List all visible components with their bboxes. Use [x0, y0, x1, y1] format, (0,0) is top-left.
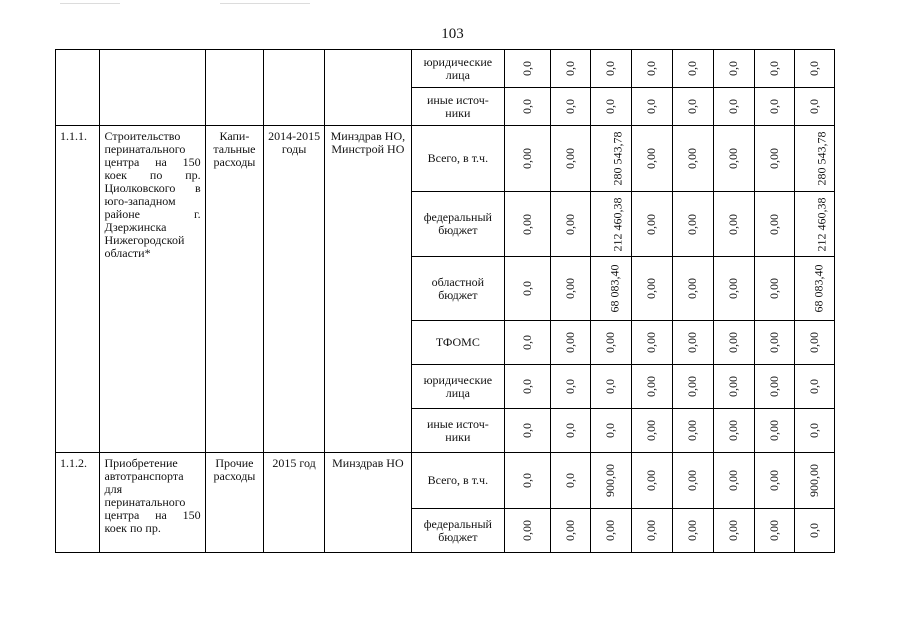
- value-cell: [590, 126, 631, 192]
- value-text: 0,00: [644, 520, 659, 541]
- value-text: 0,00: [726, 420, 741, 441]
- value-text: 0,0: [603, 423, 618, 438]
- value-text: 0,0: [644, 99, 659, 114]
- value-text: 0,00: [563, 148, 578, 169]
- page-number: 103: [441, 26, 464, 42]
- value-text: 0,00: [644, 376, 659, 397]
- item-number: [56, 453, 100, 553]
- value-text: 0,0: [807, 99, 822, 114]
- value-text: 0,00: [766, 213, 781, 235]
- value-text: 0,00: [603, 332, 618, 353]
- value-cell: [794, 453, 834, 509]
- source-cell: [411, 50, 504, 88]
- value-cell: [714, 321, 754, 365]
- value-cell: [590, 192, 631, 257]
- value-text: 0,00: [644, 278, 659, 299]
- value-cell: [504, 453, 551, 509]
- value-text: 0,00: [685, 278, 700, 299]
- item-number-text: 1.1.1.: [60, 129, 87, 143]
- value-cell: [672, 509, 713, 553]
- source-cell: [411, 409, 504, 453]
- value-cell: [590, 409, 631, 453]
- item-executor-text: Минздрав НО: [332, 456, 404, 470]
- item-name: [100, 126, 205, 453]
- value-cell: [632, 453, 672, 509]
- value-cell: [551, 50, 590, 88]
- value-text: 0,00: [766, 420, 781, 441]
- value-cell: [672, 409, 713, 453]
- value-cell: [504, 192, 551, 257]
- value-cell: [714, 50, 754, 88]
- value-cell: [754, 321, 794, 365]
- value-text: 0,0: [520, 281, 535, 296]
- source-cell: [411, 126, 504, 192]
- value-text: 0,00: [766, 332, 781, 353]
- value-text: 0,0: [520, 423, 535, 438]
- value-text: 0,00: [563, 332, 578, 353]
- value-text: 0,00: [563, 278, 578, 299]
- value-cell: [504, 365, 551, 409]
- value-cell: [672, 365, 713, 409]
- value-text: 0,0: [807, 379, 822, 394]
- value-cell: [794, 365, 834, 409]
- value-cell: [754, 50, 794, 88]
- value-cell: [714, 453, 754, 509]
- value-text: 0,0: [520, 335, 535, 350]
- value-text: 0,0: [520, 99, 535, 114]
- value-cell: [551, 453, 590, 509]
- value-cell: [672, 126, 713, 192]
- value-cell: [590, 509, 631, 553]
- value-cell: [714, 192, 754, 257]
- value-cell: [590, 88, 631, 126]
- item-period-text: 2015 год: [272, 456, 316, 470]
- source-label: Всего, в т.ч.: [427, 151, 489, 165]
- table-row: [56, 126, 881, 192]
- item-kind-text: Капи-тальные расходы: [213, 129, 256, 169]
- value-cell: [632, 509, 672, 553]
- source-label: областной бюджет: [431, 274, 485, 302]
- value-cell: [590, 365, 631, 409]
- value-text: 0,0: [603, 61, 618, 76]
- item-executor: [324, 453, 411, 553]
- item-executor: [324, 126, 411, 453]
- value-cell: [714, 257, 754, 321]
- value-text: 0,00: [685, 213, 700, 235]
- value-cell: [504, 126, 551, 192]
- value-cell: [672, 321, 713, 365]
- value-cell: [794, 257, 834, 321]
- source-label: юридические лица: [423, 54, 493, 82]
- value-cell: [794, 509, 834, 553]
- value-text: 0,0: [563, 61, 578, 76]
- value-cell: [632, 88, 672, 126]
- value-text: 0,00: [644, 420, 659, 441]
- value-cell: [754, 126, 794, 192]
- item-period-text: 2014-2015 годы: [268, 129, 321, 156]
- value-cell: [632, 50, 672, 88]
- item-kind: [205, 126, 264, 453]
- source-label: юридические лица: [423, 372, 493, 400]
- item-period: [264, 126, 325, 453]
- value-text: 0,00: [766, 278, 781, 299]
- value-cell: [714, 365, 754, 409]
- value-cell: [794, 192, 834, 257]
- value-text: 0,00: [644, 148, 659, 169]
- value-text: 0,0: [766, 61, 781, 76]
- value-text: 0,0: [807, 423, 822, 438]
- value-cell: [504, 257, 551, 321]
- source-cell: [411, 192, 504, 257]
- source-cell: [411, 321, 504, 365]
- value-cell: [632, 126, 672, 192]
- item-kind-empty: [205, 50, 264, 126]
- value-cell: [714, 509, 754, 553]
- value-text: 0,0: [520, 473, 535, 488]
- value-cell: [632, 321, 672, 365]
- value-text: 68 083,40: [811, 264, 826, 313]
- value-text: 0,00: [520, 148, 535, 169]
- source-label: федеральный бюджет: [423, 210, 492, 237]
- value-cell: [551, 509, 590, 553]
- value-cell: [754, 509, 794, 553]
- value-text: 0,00: [685, 470, 700, 491]
- value-cell: [754, 88, 794, 126]
- value-text: 0,00: [726, 213, 741, 235]
- value-cell: [551, 365, 590, 409]
- source-cell: [411, 365, 504, 409]
- value-text: 0,00: [685, 148, 700, 169]
- value-cell: [551, 321, 590, 365]
- value-text: 0,0: [726, 61, 741, 76]
- value-cell: [590, 257, 631, 321]
- table-row: [56, 50, 881, 88]
- item-name-text: Приобретение автотранспорта для перинатального центра на 150 коек по пр.: [104, 456, 201, 535]
- value-text: 0,00: [726, 376, 741, 397]
- value-cell: [672, 50, 713, 88]
- source-cell: [411, 453, 504, 509]
- value-text: 0,00: [807, 332, 822, 353]
- value-cell: [551, 192, 590, 257]
- value-text: 0,0: [726, 99, 741, 114]
- value-text: 0,0: [644, 61, 659, 76]
- value-cell: [754, 257, 794, 321]
- value-text: 0,00: [685, 332, 700, 353]
- value-text: 0,00: [726, 520, 741, 541]
- value-cell: [504, 88, 551, 126]
- value-text: 0,00: [726, 470, 741, 491]
- value-text: 0,00: [520, 520, 535, 541]
- value-text: 0,00: [685, 520, 700, 541]
- value-cell: [632, 409, 672, 453]
- value-text: 0,00: [563, 520, 578, 541]
- value-text: 0,0: [603, 379, 618, 394]
- value-text: 0,0: [520, 61, 535, 76]
- value-text: 0,00: [726, 332, 741, 353]
- value-text: 0,00: [726, 148, 741, 169]
- value-text: 280 543,78: [610, 131, 625, 186]
- budget-table: [55, 49, 881, 553]
- source-label: Всего, в т.ч.: [427, 473, 489, 487]
- value-text: 0,00: [685, 376, 700, 397]
- value-text: 0,0: [563, 99, 578, 114]
- value-text: 0,00: [520, 213, 535, 235]
- value-cell: [590, 453, 631, 509]
- value-cell: [754, 409, 794, 453]
- value-text: 0,0: [685, 61, 700, 76]
- value-text: 0,0: [807, 61, 822, 76]
- item-number: [56, 126, 100, 453]
- source-label: федеральный бюджет: [423, 516, 492, 544]
- value-cell: [504, 50, 551, 88]
- value-text: 212 460,38: [814, 197, 829, 251]
- table-row: [56, 453, 881, 509]
- source-cell: [411, 88, 504, 126]
- value-cell: [632, 257, 672, 321]
- value-text: 280 543,78: [814, 131, 829, 186]
- value-cell: [794, 88, 834, 126]
- value-cell: [714, 409, 754, 453]
- value-text: 900,00: [807, 464, 822, 497]
- item-period: [264, 453, 325, 553]
- value-cell: [672, 192, 713, 257]
- scan-mark: [220, 3, 310, 4]
- value-text: 0,00: [644, 470, 659, 491]
- value-cell: [504, 509, 551, 553]
- value-cell: [714, 126, 754, 192]
- value-cell: [551, 88, 590, 126]
- value-cell: [794, 409, 834, 453]
- value-cell: [504, 409, 551, 453]
- value-cell: [754, 192, 794, 257]
- value-text: 0,00: [726, 278, 741, 299]
- value-text: 0,00: [766, 470, 781, 491]
- item-kind: [205, 453, 264, 553]
- value-text: 0,00: [603, 520, 618, 541]
- value-cell: [794, 50, 834, 88]
- value-text: 0,0: [563, 473, 578, 488]
- value-text: 0,00: [685, 420, 700, 441]
- source-cell: [411, 257, 504, 321]
- value-text: 0,0: [520, 379, 535, 394]
- value-text: 0,00: [766, 148, 781, 169]
- value-cell: [590, 321, 631, 365]
- value-cell: [714, 88, 754, 126]
- value-text: 0,0: [766, 99, 781, 114]
- value-text: 0,00: [563, 213, 578, 235]
- value-cell: [794, 321, 834, 365]
- scan-mark: [60, 3, 120, 4]
- value-text: 900,00: [603, 464, 618, 497]
- value-cell: [504, 321, 551, 365]
- value-text: 68 083,40: [607, 264, 622, 313]
- value-text: 0,0: [603, 99, 618, 114]
- value-text: 0,00: [644, 213, 659, 235]
- value-text: 0,00: [766, 520, 781, 541]
- value-text: 0,0: [685, 99, 700, 114]
- value-cell: [672, 88, 713, 126]
- value-cell: [590, 50, 631, 88]
- value-cell: [754, 365, 794, 409]
- item-name-empty: [100, 50, 205, 126]
- value-text: 0,0: [563, 379, 578, 394]
- item-number-text: 1.1.2.: [60, 456, 87, 470]
- item-executor-text: Минздрав НО, Минстрой НО: [330, 129, 406, 156]
- value-text: 0,00: [644, 332, 659, 353]
- value-cell: [672, 453, 713, 509]
- value-cell: [551, 257, 590, 321]
- value-cell: [754, 453, 794, 509]
- item-number-empty: [56, 50, 100, 126]
- value-cell: [632, 192, 672, 257]
- value-text: 0,0: [563, 423, 578, 438]
- item-name-text: Строительство перинатального центра на 150 коек по пр. Циолковского в юго-западном районе г. Дзержинска Нижегородской области*: [104, 129, 201, 260]
- value-cell: [551, 126, 590, 192]
- value-cell: [794, 126, 834, 192]
- source-label: иные источ-ники: [426, 92, 489, 120]
- item-period-empty: [264, 50, 325, 126]
- item-executor-empty: [324, 50, 411, 126]
- source-label: иные источ-ники: [426, 416, 489, 444]
- source-label: ТФОМС: [435, 335, 480, 349]
- item-kind-text: Прочие расходы: [213, 456, 256, 483]
- value-text: 0,0: [807, 523, 822, 538]
- item-name: [100, 453, 205, 553]
- value-cell: [632, 365, 672, 409]
- value-cell: [672, 257, 713, 321]
- value-cell: [551, 409, 590, 453]
- value-text: 0,00: [766, 376, 781, 397]
- source-cell: [411, 509, 504, 553]
- value-text: 212 460,38: [610, 197, 625, 251]
